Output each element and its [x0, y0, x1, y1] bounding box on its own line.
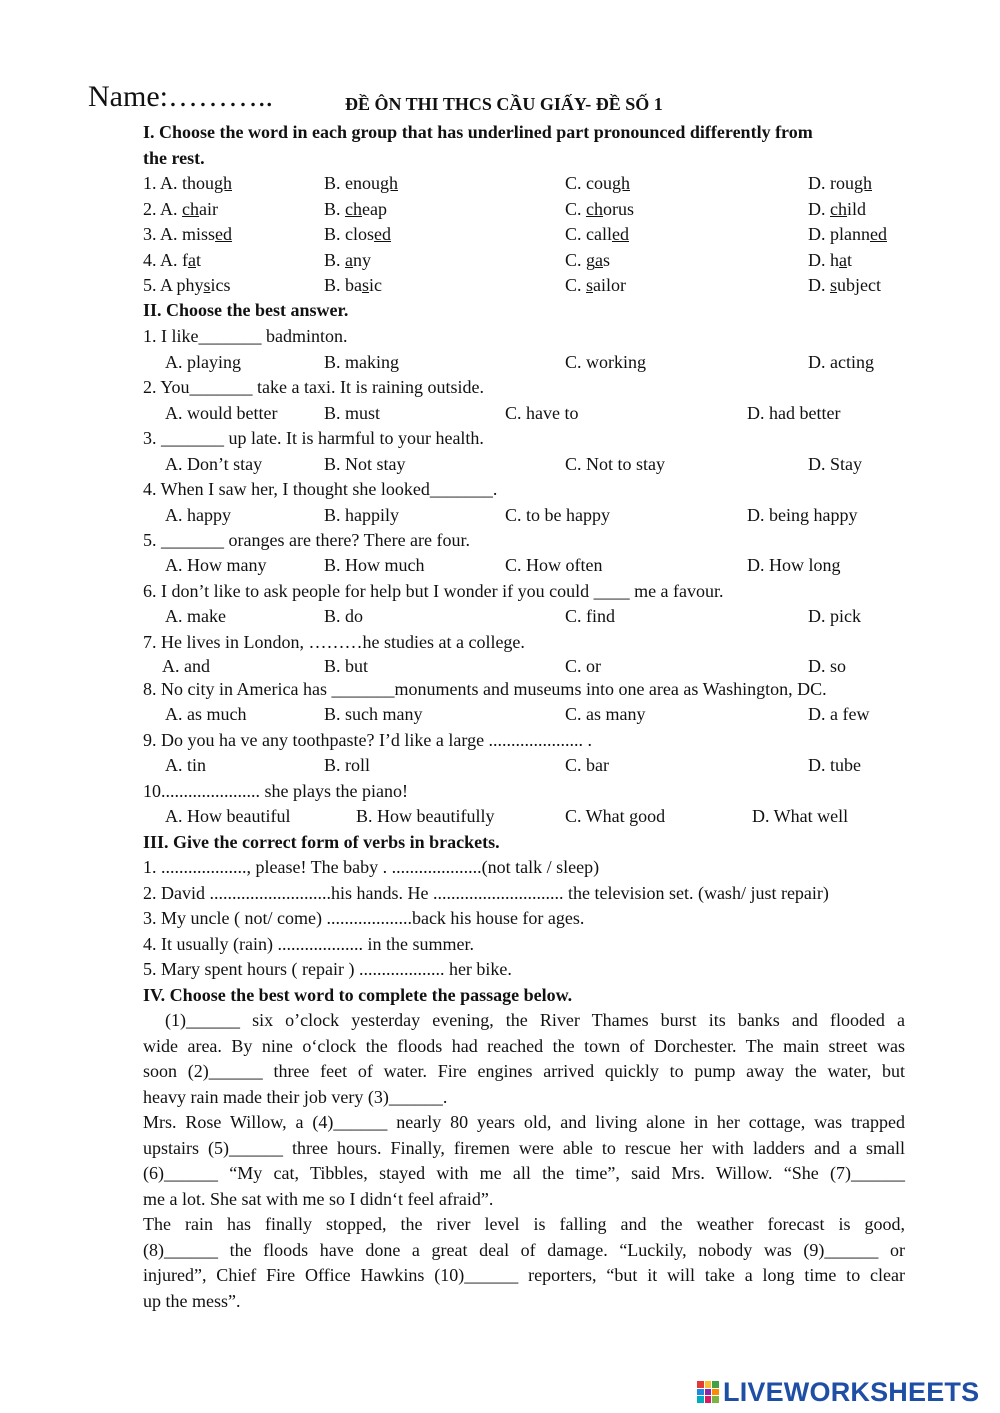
question-text: 7. He lives in London, ………he studies at a college.	[143, 632, 525, 652]
underlined-part: gh	[214, 173, 233, 193]
option-text: orus	[603, 198, 635, 219]
answer-option-b: B. making	[324, 352, 399, 372]
answer-option-c: C. or	[565, 656, 601, 676]
verb-exercise-item: 2. David ...........................his hands. He ............................. the television set. (wash/ just repair)	[143, 882, 829, 903]
option-text: B. ba	[324, 275, 362, 295]
answer-options	[143, 553, 905, 578]
logo-square	[705, 1389, 712, 1396]
answer-option-d: D. a few	[808, 704, 870, 724]
verb-exercise-item: 5. Mary spent hours ( repair ) ................... her bike.	[143, 959, 512, 979]
pronunciation-item	[143, 171, 905, 196]
underlined-part: ed	[374, 224, 392, 244]
answer-option-d: D. What well	[752, 806, 849, 826]
answer-option-b: B. such many	[324, 704, 423, 724]
answer-option-a: A. How beautiful	[165, 806, 291, 826]
underlined-part: ed	[870, 224, 887, 244]
underlined-part: a	[188, 249, 196, 270]
logo-square	[705, 1396, 712, 1403]
passage-line: (8)______ the floods have done a great deal of damage. “Luckily, nobody was (9)______ or	[143, 1239, 905, 1260]
section-2-heading: II. Choose the best answer.	[143, 300, 349, 320]
option-text: ailor	[593, 275, 627, 295]
logo-square	[697, 1389, 704, 1396]
question-text: 2. You_______ take a taxi. It is raining outside.	[143, 377, 484, 397]
option-text: C.	[565, 198, 587, 219]
liveworksheets-logo-icon	[697, 1381, 719, 1403]
section-1-heading-line-2: the rest.	[143, 148, 205, 168]
option-d	[808, 171, 872, 196]
verb-exercise-item: 1. ..................., please! The baby . ....................(not talk / sleep)	[143, 857, 600, 877]
answer-option-a: A. make	[165, 606, 226, 626]
option-text: D. rou	[808, 173, 854, 193]
option-text: D.	[808, 198, 830, 219]
option-c	[565, 197, 634, 222]
passage-line: soon (2)______ three feet of water. Fire engines arrived quickly to pump away the water, but	[143, 1061, 905, 1081]
answer-option-a: A. playing	[165, 352, 241, 372]
option-text: B.	[324, 249, 346, 270]
underlined-part: a	[345, 249, 354, 270]
option-b	[324, 171, 398, 196]
option-a	[143, 248, 201, 273]
option-text: B.	[324, 198, 346, 219]
passage-line: upstairs (5)______ three hours. Finally, firemen were able to rescue her with ladders and a small	[143, 1137, 905, 1158]
logo-square	[705, 1381, 712, 1388]
answer-option-b: B. Not stay	[324, 454, 406, 474]
answer-options	[143, 753, 905, 778]
pronunciation-item	[143, 197, 905, 222]
option-text: ny	[353, 249, 372, 270]
answer-option-a: A. happy	[165, 505, 231, 525]
option-text: D. h	[808, 249, 839, 270]
underlined-part: ch	[830, 198, 847, 219]
passage-line: The rain has finally stopped, the river level is falling and the weather forecast is good,	[143, 1214, 905, 1234]
page-title: ĐỀ ÔN THI THCS CẦU GIẤY- ĐỀ SỐ 1	[345, 94, 663, 114]
answer-option-a: A. Don’t stay	[165, 454, 263, 474]
underlined-part: gh	[380, 173, 398, 193]
answer-option-d: D. being happy	[747, 505, 858, 525]
answer-option-c: C. Not to stay	[565, 454, 666, 474]
logo-square	[712, 1389, 719, 1396]
option-c	[565, 248, 610, 273]
option-c	[565, 273, 626, 298]
pronunciation-item	[143, 248, 905, 273]
logo-square	[712, 1381, 719, 1388]
underlined-part: gh	[854, 173, 872, 193]
option-text: ild	[847, 198, 867, 219]
option-b	[324, 273, 382, 298]
question-text: 1. I like_______ badminton.	[143, 326, 348, 346]
underlined-part: s	[362, 275, 370, 295]
passage-line: (6)______ “My cat, Tibbles, stayed with me all the time”, said Mrs. Willow. “She (7)______	[143, 1163, 905, 1183]
answer-option-d: D. Stay	[808, 454, 862, 474]
answer-options	[143, 452, 905, 477]
answer-option-d: D. pick	[808, 606, 861, 626]
logo-square	[712, 1396, 719, 1403]
option-text: D. plann	[808, 224, 870, 244]
option-d	[808, 273, 881, 298]
underlined-part: ed	[612, 224, 629, 244]
answer-options	[143, 702, 905, 727]
option-text: B. clos	[324, 224, 375, 244]
underlined-part: s	[586, 275, 594, 295]
option-text: air	[199, 198, 218, 219]
pronunciation-item	[143, 273, 905, 298]
answer-option-b: B. must	[324, 403, 381, 423]
name-field-label: Name:………..	[88, 80, 273, 113]
question-text: 6. I don’t like to ask people for help but I wonder if you could ____ me a favour.	[143, 581, 724, 601]
answer-option-d: D. had better	[747, 403, 841, 423]
logo-text: LIVEWORKSHEETS	[723, 1376, 980, 1407]
passage-line: heavy rain made their job very (3)______.	[143, 1086, 448, 1107]
section-1-heading-line-1: I. Choose the word in each group that has underlined part pronounced differently from	[143, 122, 813, 142]
answer-options	[143, 503, 905, 528]
answer-option-a: A. tin	[165, 755, 207, 775]
option-text: C. cou	[565, 173, 612, 193]
question-text: 8. No city in America has _______monuments and museums into one area as Washington, DC.	[143, 679, 827, 699]
option-b	[324, 222, 391, 247]
option-text: C. g	[565, 249, 596, 270]
answer-option-a: A. would better	[165, 403, 278, 423]
answer-option-a: A. and	[162, 656, 210, 676]
option-a	[143, 222, 232, 247]
answer-options	[143, 401, 905, 426]
answer-option-d: D. tube	[808, 755, 861, 775]
answer-option-b: B. happily	[324, 505, 399, 525]
answer-option-b: B. How beautifully	[356, 806, 495, 826]
option-text: 2. A.	[143, 198, 183, 219]
option-text: 4. A. f	[143, 249, 188, 270]
verb-exercise-item: 4. It usually (rain) ................... in the summer.	[143, 933, 474, 954]
section-3-heading: III. Give the correct form of verbs in brackets.	[143, 832, 500, 852]
answer-options	[143, 604, 905, 629]
underlined-part: s	[830, 275, 838, 295]
answer-option-d: D. How long	[747, 555, 841, 575]
passage-line: Mrs. Rose Willow, a (4)______ nearly 80 years old, and living alone in her cottage, was trapped	[143, 1112, 905, 1132]
answer-option-a: A. How many	[165, 555, 267, 575]
option-b	[324, 248, 371, 273]
answer-option-c: C. find	[565, 606, 616, 626]
option-text: t	[196, 249, 202, 270]
underlined-part: ch	[182, 198, 200, 219]
underlined-part: gh	[612, 173, 630, 193]
answer-options	[143, 654, 905, 679]
passage-line: me a lot. She sat with me so I didn‘t feel afraid”.	[143, 1188, 494, 1209]
underlined-part: s	[203, 275, 211, 295]
option-d	[808, 197, 866, 222]
logo-square	[697, 1396, 704, 1403]
passage-line: (1)______ six o’clock yesterday evening, the River Thames burst its banks and flooded a	[165, 1010, 905, 1030]
option-text: 5. A phy	[143, 275, 204, 295]
passage-line: wide area. By nine o‘clock the floods had reached the town of Dorchester. The main street was	[143, 1035, 905, 1056]
answer-option-b: B. but	[324, 656, 369, 676]
answer-option-c: C. bar	[565, 755, 609, 775]
answer-option-c: C. working	[565, 352, 646, 372]
underlined-part: ch	[345, 198, 363, 219]
option-c	[565, 222, 629, 247]
answer-option-b: B. How much	[324, 555, 425, 575]
option-text: ic	[369, 275, 383, 295]
answer-option-c: C. to be happy	[505, 505, 610, 525]
option-text: B. enou	[324, 173, 380, 193]
section-4-heading: IV. Choose the best word to complete the passage below.	[143, 985, 573, 1005]
option-text: t	[847, 249, 853, 270]
passage-line: up the mess”.	[143, 1290, 241, 1311]
answer-option-c: C. as many	[565, 704, 646, 724]
logo-square	[697, 1381, 704, 1388]
answer-option-c: C. How often	[505, 555, 603, 575]
passage-line: injured”, Chief Fire Office Hawkins (10)______ reporters, “but it will take a long time to clear	[143, 1265, 905, 1285]
option-c	[565, 171, 630, 196]
question-text: 10...................... she plays the piano!	[143, 781, 408, 801]
underlined-part: ch	[586, 198, 604, 219]
option-text: s	[603, 249, 611, 270]
answer-option-d: D. acting	[808, 352, 874, 372]
option-text: 1. A. thou	[143, 173, 215, 193]
pronunciation-item	[143, 222, 905, 247]
option-text: C.	[565, 275, 587, 295]
question-text: 3. _______ up late. It is harmful to your health.	[143, 428, 484, 448]
option-text: D.	[808, 275, 830, 295]
option-a	[143, 273, 231, 298]
answer-option-b: B. roll	[324, 755, 371, 775]
answer-option-b: B. do	[324, 606, 364, 626]
answer-option-a: A. as much	[165, 704, 247, 724]
underlined-part: a	[839, 249, 847, 270]
option-text: ics	[210, 275, 231, 295]
option-b	[324, 197, 387, 222]
option-text: C. call	[565, 224, 612, 244]
option-a	[143, 197, 218, 222]
option-text: 3. A. miss	[143, 224, 216, 244]
answer-option-c: C. have to	[505, 403, 579, 423]
question-text: 5. _______ oranges are there? There are four.	[143, 530, 471, 550]
option-a	[143, 171, 232, 196]
option-text: ubject	[837, 275, 881, 295]
answer-option-c: C. What good	[565, 806, 666, 826]
answer-options	[143, 804, 905, 829]
question-text: 9. Do you ha ve any toothpaste? I’d like a large ..................... .	[143, 730, 593, 750]
question-text: 4. When I saw her, I thought she looked_______.	[143, 479, 498, 499]
liveworksheets-logo	[697, 1377, 979, 1407]
underlined-part: ed	[215, 224, 233, 244]
option-d	[808, 222, 887, 247]
underlined-part: a	[595, 249, 604, 270]
answer-option-d: D. so	[808, 656, 847, 676]
answer-options	[143, 350, 905, 375]
option-d	[808, 248, 852, 273]
verb-exercise-item: 3. My uncle ( not/ come) ...................back his house for ages.	[143, 908, 585, 928]
option-text: eap	[362, 198, 387, 219]
